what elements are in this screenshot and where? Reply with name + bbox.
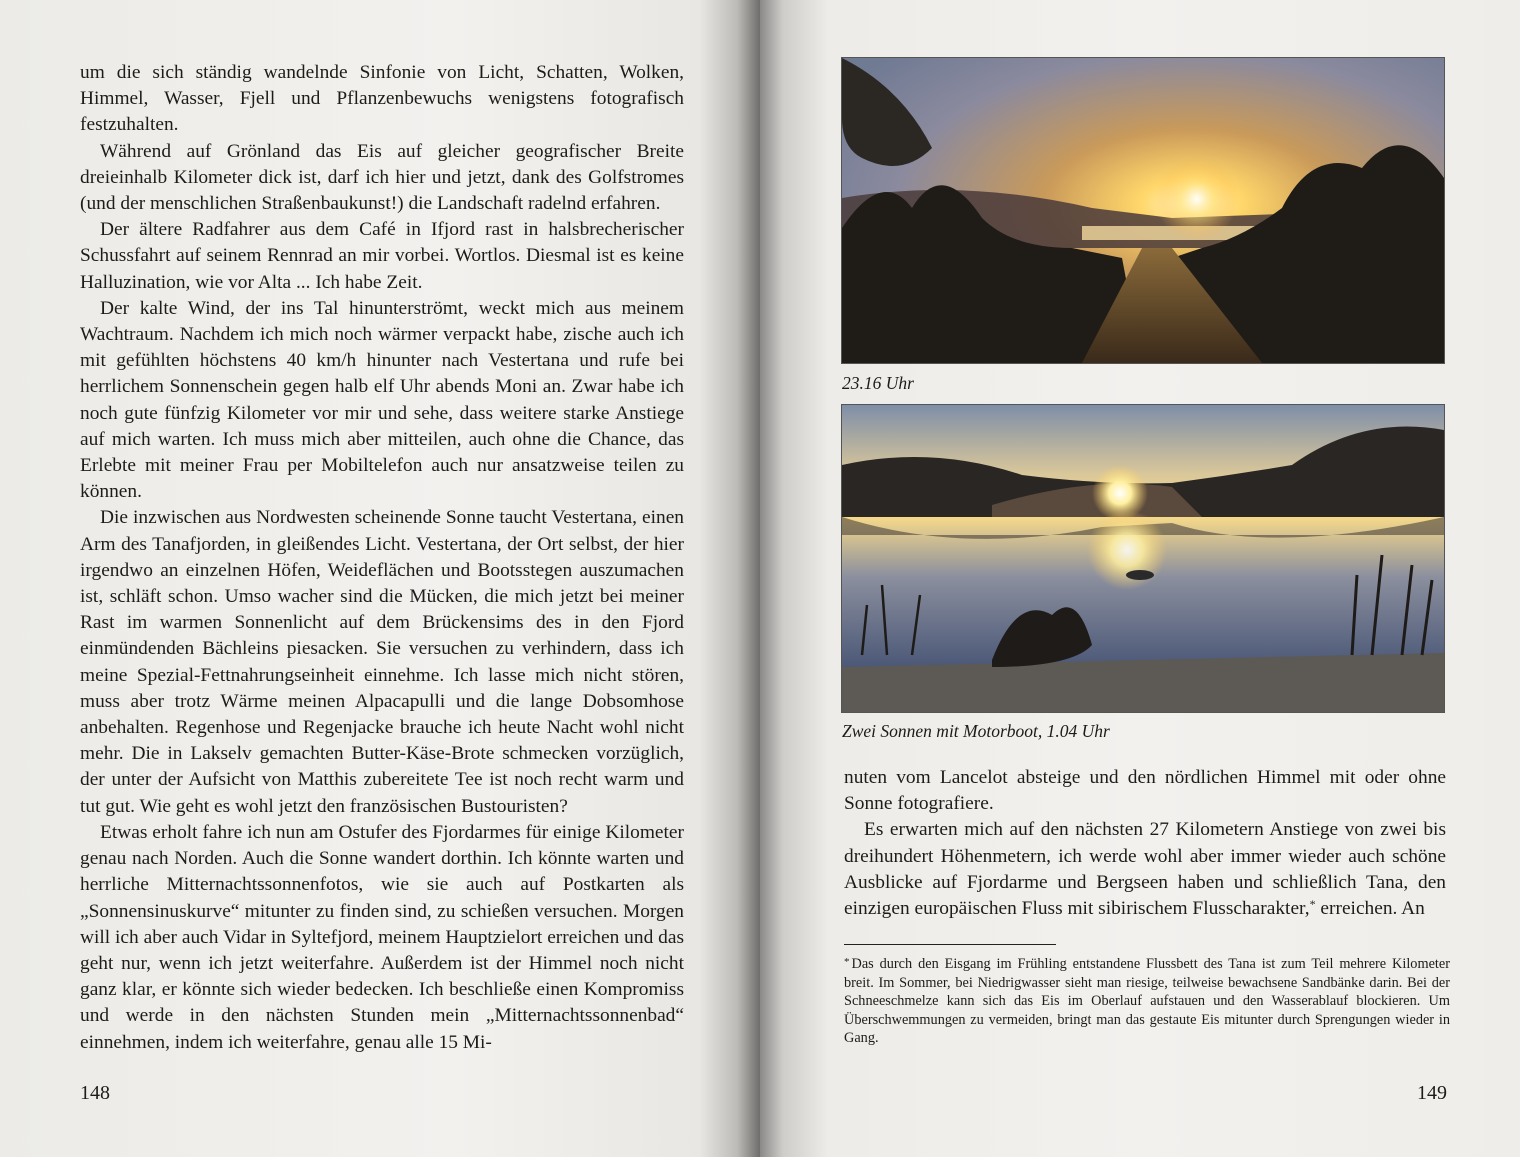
- footnote: [844, 953, 1450, 1048]
- paragraph: Der ältere Radfahrer aus dem Café in Ifjord rast in halsbrecherischer Schussfahrt auf seinem Rennrad an mir vorbei. Wortlos. Diesmal ist es keine Halluzination, wie vor Alta ... Ich habe Zeit.: [80, 219, 684, 293]
- paragraph: Der kalte Wind, der ins Tal hinunterströmt, weckt mich aus meinem Wachtraum. Nachdem ich mich noch wärmer verpackt habe, zische auch ich mit gefühlten höchstens 40 km/h hinunter nach Vestertana und rufe bei herrlichem Sonnenschein gegen halb elf Uhr abends Moni an. Zwar habe ich noch gute fünfzig Kilometer vor mir und sehe, dass weitere starke Anstiege auf mich warten. Ich muss mich aber mitteilen, auch ohne die Chance, das Erlebte mit meiner Frau per Mobiltelefon auch nur ansatzweise teilen zu können.: [80, 297, 684, 503]
- right-body-text: [844, 765, 1446, 922]
- footnote-marker: *: [844, 956, 850, 968]
- page-number-right: 149: [1417, 1082, 1447, 1104]
- photo-caption-2: Zwei Sonnen mit Motorboot, 1.04 Uhr: [842, 721, 1110, 741]
- page-number-left: 148: [80, 1082, 110, 1104]
- lake-reflection-photo: [841, 404, 1445, 713]
- paragraph: nuten vom Lancelot absteige und den nördlichen Himmel mit oder ohne Sonne fotografiere.: [844, 767, 1446, 815]
- paragraph-text: Es erwarten mich auf den nächsten 27 Kilometern Anstiege von zwei bis dreihundert Höhenmetern, ich werde wohl aber immer wieder auch schöne Ausblicke auf Fjordarme und Bergseen haben und schließlich Tana, den einzigen europäischen Fluss mit sibirischem Flusscharakter,: [844, 819, 1446, 920]
- paragraph: [844, 817, 1446, 922]
- photo-caption-1: 23.16 Uhr: [842, 373, 914, 393]
- footnote-reference: *: [1309, 897, 1316, 912]
- left-body-text: [80, 60, 684, 1056]
- paragraph: um die sich ständig wandelnde Sinfonie von Licht, Schatten, Wolken, Himmel, Wasser, Fjell und Pflanzenbewuchs wenigstens fotografisch festzuhalten.: [80, 62, 684, 136]
- footnote-divider: [844, 944, 1056, 945]
- footnote-text: Das durch den Eisgang im Frühling entstandene Flussbett des Tana ist zum Teil mehrere Kilometer breit. Im Sommer, bei Niedrigwasser sieht man riesige, teilweise bewachsene Sandbänke darin. Bei der Schneeschmelze kann sich das Eis im Oberlauf aufstauen und den Wasserablauf blockieren. Um Überschwemmungen zu vermeiden, bringt man das gestaute Eis mitunter durch Sprengungen wieder in Gang.: [844, 956, 1450, 1047]
- paragraph: Etwas erholt fahre ich nun am Ostufer des Fjordarmes für einige Kilometer genau nach Norden. Auch die Sonne wandert dorthin. Ich könnte warten und herrliche Mitternachtssonnenfotos, wie sie auch auf Postkarten als „Sonnensinuskurve“ mitunter zu finden sind, zu schießen versuchen. Morgen will ich aber auch Vidar in Syltefjord, meinem Hauptzielort erreichen und das geht nur, wenn ich jetzt weiterfahre. Außerdem ist der Himmel noch nicht ganz klar, er könnte sich wieder bedecken. Ich beschließe einen Kompromiss und werde in den nächsten Stunden mein „Mitternachtssonnenbad“ einnehmen, indem ich weiterfahre, genau alle 15 Mi-: [80, 821, 684, 1053]
- right-page: [760, 0, 1520, 1157]
- paragraph-text: erreichen. An: [1315, 898, 1425, 920]
- paragraph: Während auf Grönland das Eis auf gleicher geografischer Breite dreieinhalb Kilometer dick ist, darf ich hier und jetzt, dank des Golfstromes (und der menschlichen Straßenbaukunst!) die Landschaft radelnd erfahren.: [80, 140, 684, 215]
- paragraph: Die inzwischen aus Nordwesten scheinende Sonne taucht Vestertana, einen Arm des Tanafjorden, in gleißendes Licht. Vestertana, der Ort selbst, der hier irgendwo an einzelnen Höfen, Weideflächen und Bootsstegen auszumachen ist, schläft schon. Umso wacher sind die Mücken, die mich jetzt bei meiner Rast im warmen Sonnenlicht auf dem Brückensims des in den Fjord einmündenden Bächleins piesacken. Sie versuchen zu verhindern, dass ich meine Spezial-Fettnahrungseinheit einnehme. Ich lasse mich nicht stören, muss aber trotz Wärme meinen Alpacapulli und die lange Dobsomhose anbehalten. Regenhose und Regenjacke brauche ich heute Nacht wohl nicht mehr. Die in Lakselv gemachten Butter-Käse-Brote schmecken vorzüglich, der unter der Aufsicht von Matthis zubereitete Tee ist noch recht warm und tut gut. Wie geht es wohl jetzt den französischen Bustouristen?: [80, 507, 684, 817]
- sunset-road-photo: [841, 57, 1445, 364]
